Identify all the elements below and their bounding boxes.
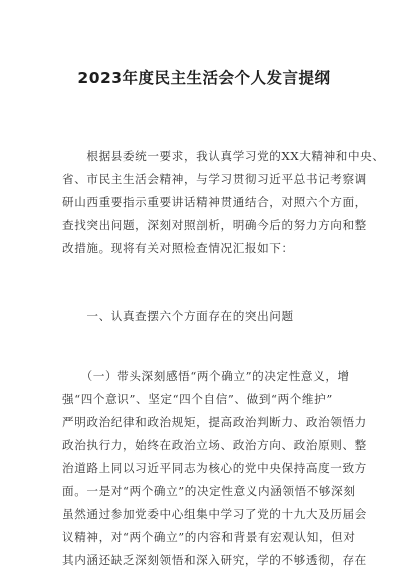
- paragraph-line: 虽然通过参加党委中心组集中学习了党的十九大及历届会: [62, 507, 367, 521]
- paragraph-line: 治道路上同以习近平同志为核心的党中央保持高度一致方: [62, 461, 367, 475]
- document-title: 2023年度民主生活会个人发言提纲: [77, 69, 331, 87]
- intro-paragraph: [62, 145, 385, 260]
- paragraph-line: 强“四个意识”、坚定“四个自信”、做到“两个维护”: [62, 392, 333, 406]
- section-heading: [62, 305, 352, 328]
- paragraph-line: 议精神，对“两个确立”的内容和背景有宏观认知，但对: [62, 530, 356, 544]
- paragraph-line: 严明政治纪律和政治规矩，提高政治判断力、政治领悟力: [62, 415, 367, 429]
- section-heading-text: 一、认真查摆六个方面存在的突出问题: [62, 309, 294, 323]
- paragraph-line: 研山西重要指示重要讲话精神贯通结合，对照六个方面，: [62, 195, 367, 209]
- paragraph-line: （一）带头深刻感悟“两个确立”的决定性意义，增: [62, 369, 350, 383]
- subsection-paragraph: [62, 365, 367, 572]
- paragraph-line: 面。一是对“两个确立”的决定性意义内涵领悟不够深刻: [62, 484, 356, 498]
- paragraph-line: 根据县委统一要求，我认真学习党的XX大精神和中央、: [62, 149, 385, 163]
- paragraph-line: 查找突出问题，深刻对照剖析，明确今后的努力方向和整: [62, 218, 367, 232]
- paragraph-line: 其内涵还缺乏深刻领悟和深入研究，学的不够透彻，存在: [62, 553, 367, 567]
- paragraph-line: 省、市民主生活会精神，与学习贯彻习近平总书记考察调: [62, 172, 367, 186]
- paragraph-line: 政治执行力，始终在政治立场、政治方向、政治原则、整: [62, 438, 367, 452]
- paragraph-line: 改措施。现将有关对照检查情况汇报如下：: [62, 241, 294, 255]
